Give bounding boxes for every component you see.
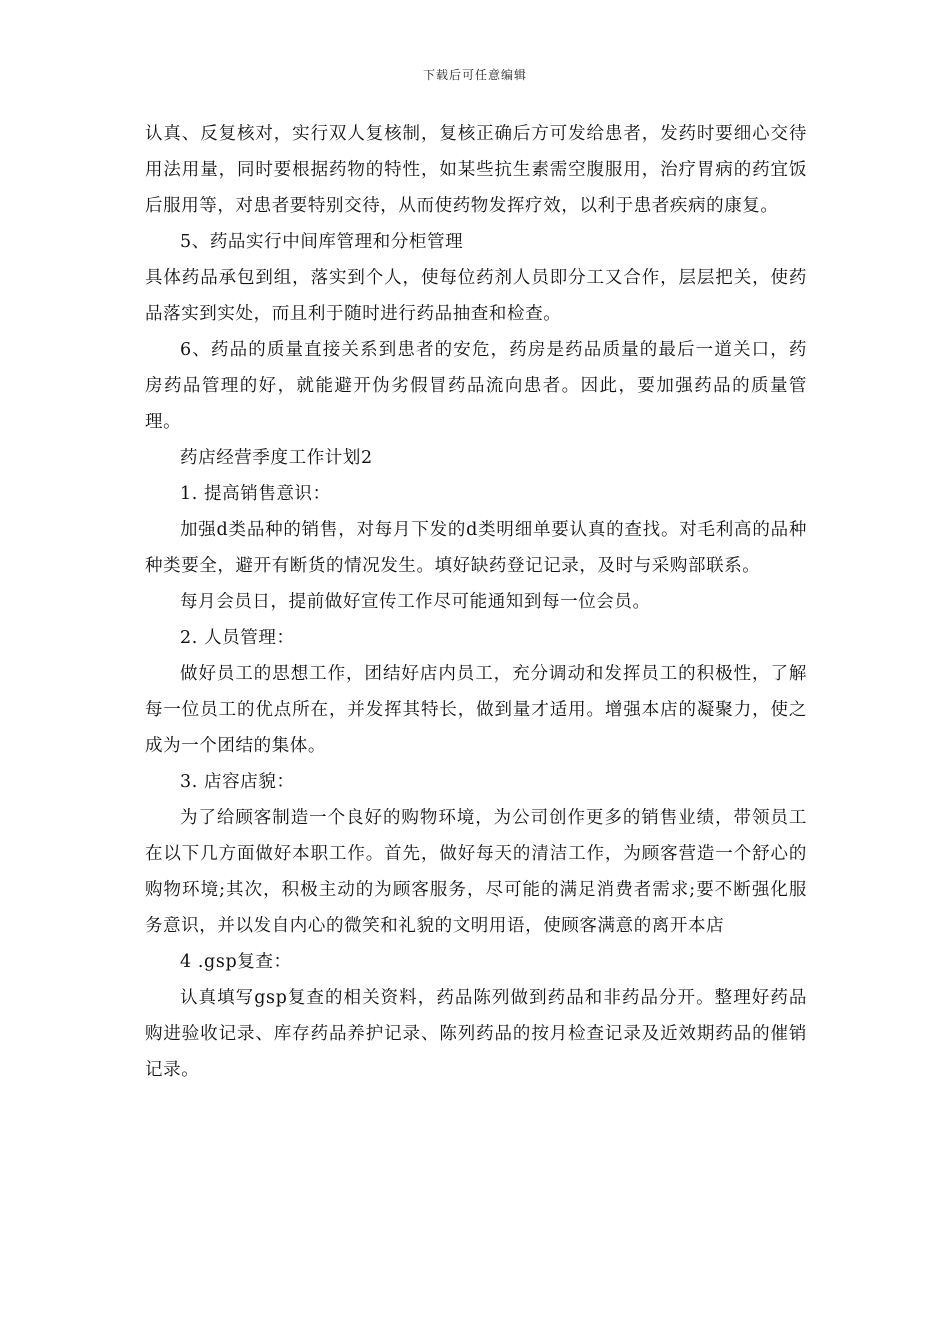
paragraph-member-day: 每月会员日，提前做好宣传工作尽可能通知到每一位会员。 bbox=[180, 592, 651, 612]
paragraph-sales: 加强d类品种的销售，对每月下发的d类明细单要认真的查找。对毛利高的品种种类要全，避开有断货的情况发生。填好缺药登记记录，及时与采购部联系。 bbox=[145, 520, 807, 576]
paragraph-store: 为了给顾客制造一个良好的购物环境，为公司创作更多的销售业绩，带领员工在以下几方面做好本职工作。首先，做好每天的清洁工作，为顾客营造一个舒心的购物环境;其次，积极主动的为顾客服务，尽可能的满足消费者需求;要不断强化服务意识，并以发自内心的微笑和礼貌的文明用语，使顾客满意的离开本店 bbox=[145, 808, 807, 936]
section-title-plan-2: 药店经营季度工作计划2 bbox=[180, 448, 373, 468]
item-5-heading: 5、药品实行中间库管理和分柜管理 bbox=[180, 232, 464, 252]
document-body bbox=[145, 116, 807, 1088]
page-header-note: 下载后可任意编辑 bbox=[422, 68, 527, 82]
heading-sales-awareness: 1. 提高销售意识： bbox=[180, 484, 331, 504]
paragraph-staff: 做好员工的思想工作，团结好店内员工，充分调动和发挥员工的积极性，了解每一位员工的优点所在，并发挥其特长，做到量才适用。增强本店的凝聚力，使之成为一个团结的集体。 bbox=[145, 664, 807, 756]
heading-gsp-review: 4 .gsp复查： bbox=[180, 952, 292, 972]
heading-staff-management: 2. 人员管理： bbox=[180, 628, 295, 648]
paragraph-item-5: 具体药品承包到组，落实到个人，使每位药剂人员即分工又合作，层层把关，使药品落实到实处，而且利于随时进行药品抽查和检查。 bbox=[145, 268, 807, 324]
paragraph-gsp: 认真填写gsp复查的相关资料，药品陈列做到药品和非药品分开。整理好药品购进验收记录、库存药品养护记录、陈列药品的按月检查记录及近效期药品的催销记录。 bbox=[145, 988, 807, 1080]
paragraph-dispensing-check: 认真、反复核对，实行双人复核制，复核正确后方可发给患者，发药时要细心交待用法用量，同时要根据药物的特性，如某些抗生素需空腹服用，治疗胃病的药宜饭后服用等，对患者要特别交待，从而使药物发挥疗效，以利于患者疾病的康复。 bbox=[145, 124, 807, 216]
paragraph-item-6: 6、药品的质量直接关系到患者的安危，药房是药品质量的最后一道关口，药房药品管理的好，就能避开伪劣假冒药品流向患者。因此，要加强药品的质量管理。 bbox=[145, 340, 807, 432]
heading-store-appearance: 3. 店容店貌： bbox=[180, 772, 295, 792]
